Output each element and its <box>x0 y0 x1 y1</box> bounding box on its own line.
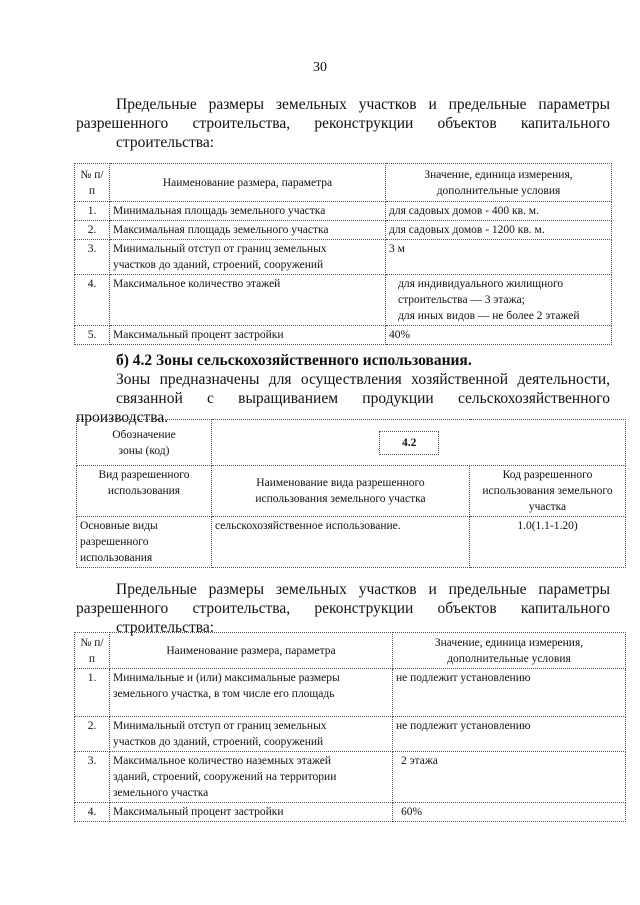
header-num: № п/п <box>75 633 110 669</box>
row-value <box>386 275 612 326</box>
table-header <box>75 633 626 669</box>
section1-heading-line1: Предельные размеры земельных участков и предельные параметры <box>116 96 610 113</box>
zone-designation-line: Обозначение <box>112 428 176 441</box>
section1-heading <box>76 95 610 152</box>
zone-designation-label <box>77 420 212 466</box>
table-row <box>75 752 626 803</box>
row-name-line: земельного участка <box>113 787 209 799</box>
row-num: 3. <box>75 752 110 803</box>
row-name-line: участков до зданий, строений, сооружений <box>113 259 324 271</box>
section2-desc-line1: Зоны предназначены для осуществления хозяйственной деятельности, <box>116 371 610 388</box>
section3-heading-line2: разрешенного строительства, реконструкции объектов капитального <box>76 600 610 617</box>
table-row <box>75 669 626 717</box>
header-value <box>386 164 612 202</box>
row-name <box>110 717 393 752</box>
row-name: Максимальный процент застройки <box>110 803 393 822</box>
header-name: Наименование размера, параметра <box>110 164 386 202</box>
section3-heading-line3: строительства: <box>116 619 215 636</box>
row-value-line: для индивидуального жилищного <box>398 278 564 290</box>
row-name-line: Минимальный отступ от границ земельных <box>113 243 327 255</box>
row-name-line: участков до зданий, строений, сооружений <box>113 736 324 748</box>
table-row <box>75 803 626 822</box>
row-name-line: Максимальное количество наземных этажей <box>113 755 332 767</box>
table-row <box>75 717 626 752</box>
row-num: 4. <box>75 275 110 326</box>
section1-heading-line2: разрешенного строительства, реконструкции объектов капитального <box>76 115 610 132</box>
zone-row-name: сельскохозяйственное использование. <box>212 517 470 568</box>
header-value <box>393 633 626 669</box>
row-value: для садовых домов - 1200 кв. м. <box>386 221 612 240</box>
zone-row-kind-line: Основные виды <box>80 520 158 532</box>
row-name-line: зданий, строений, сооружений на территории <box>113 771 337 783</box>
section1-heading-line3: строительства: <box>116 134 215 151</box>
row-name-line: Минимальный отступ от границ земельных <box>113 720 327 732</box>
row-num: 4. <box>75 803 110 822</box>
row-name <box>110 669 393 717</box>
row-name-line: Минимальные и (или) максимальные размеры <box>113 672 340 684</box>
zone-header-line: Код разрешенного <box>502 469 593 481</box>
row-name: Максимальный процент застройки <box>110 326 386 345</box>
row-num: 2. <box>75 717 110 752</box>
table-row <box>75 275 612 326</box>
row-value: не подлежит установлению <box>393 717 626 752</box>
row-name: Максимальная площадь земельного участка <box>110 221 386 240</box>
params-table-2 <box>74 632 626 822</box>
page-number: 30 <box>313 60 327 75</box>
zone-header-line: Вид разрешенного <box>98 469 190 481</box>
zone-designation-row <box>77 420 626 466</box>
table-row <box>75 326 612 345</box>
row-value: 3 м <box>386 240 612 275</box>
zone-code-cell <box>212 420 626 466</box>
header-value-line2: дополнительные условия <box>447 652 571 665</box>
header-value-line1: Значение, единица измерения, <box>434 636 584 649</box>
row-name <box>110 240 386 275</box>
row-name: Максимальное количество этажей <box>110 275 386 326</box>
row-name <box>110 752 393 803</box>
row-value: не подлежит установлению <box>393 669 626 717</box>
row-num: 2. <box>75 221 110 240</box>
zone-row-kind <box>77 517 212 568</box>
row-value: 2 этажа <box>393 752 626 803</box>
row-value-line: для иных видов — не более 2 этажей <box>398 310 580 322</box>
zone-header-code <box>470 466 626 517</box>
section3-heading <box>76 580 610 637</box>
section3-heading-line1: Предельные размеры земельных участков и предельные параметры <box>116 581 610 598</box>
zone-row-code: 1.0(1.1-1.20) <box>470 517 626 568</box>
row-num: 1. <box>75 202 110 221</box>
table-row <box>77 517 626 568</box>
row-num: 5. <box>75 326 110 345</box>
table-row <box>75 202 612 221</box>
table-row <box>75 221 612 240</box>
zone-table <box>76 419 626 568</box>
row-name: Минимальная площадь земельного участка <box>110 202 386 221</box>
zone-header-name <box>212 466 470 517</box>
zone-header-kind <box>77 466 212 517</box>
zone-header-row <box>77 466 626 517</box>
zone-code: 4.2 <box>379 431 439 455</box>
header-value-line2: дополнительные условия <box>436 184 561 197</box>
zone-row-kind-line: использования <box>80 552 153 564</box>
header-name: Наименование размера, параметра <box>110 633 393 669</box>
zone-designation-line: зоны (код) <box>118 444 170 457</box>
row-num: 3. <box>75 240 110 275</box>
table-header <box>75 164 612 202</box>
zone-header-line: использования земельного участка <box>255 493 426 505</box>
row-value: 60% <box>393 803 626 822</box>
row-name-line: земельного участка, в том числе его площадь <box>113 688 335 700</box>
zone-header-line: использования <box>107 485 181 497</box>
row-value: 40% <box>386 326 612 345</box>
zone-header-line: Наименование вида разрешенного <box>256 477 425 489</box>
header-num: № п/п <box>75 164 110 202</box>
row-value-line: строительства — 3 этажа; <box>398 294 525 306</box>
row-num: 1. <box>75 669 110 717</box>
section2-desc-line2: связанной с выращиванием продукции сельскохозяйственного производства. <box>76 390 610 426</box>
table-row <box>75 240 612 275</box>
row-value: для садовых домов - 400 кв. м. <box>386 202 612 221</box>
zone-header-line: участка <box>528 501 567 513</box>
zone-header-line: использования земельного <box>482 485 613 497</box>
zone-row-kind-line: разрешенного <box>80 536 149 548</box>
section2-title: б) 4.2 Зоны сельскохозяйственного использования. <box>116 352 472 369</box>
header-value-line1: Значение, единица измерения, <box>424 168 573 181</box>
params-table-1 <box>74 163 612 345</box>
